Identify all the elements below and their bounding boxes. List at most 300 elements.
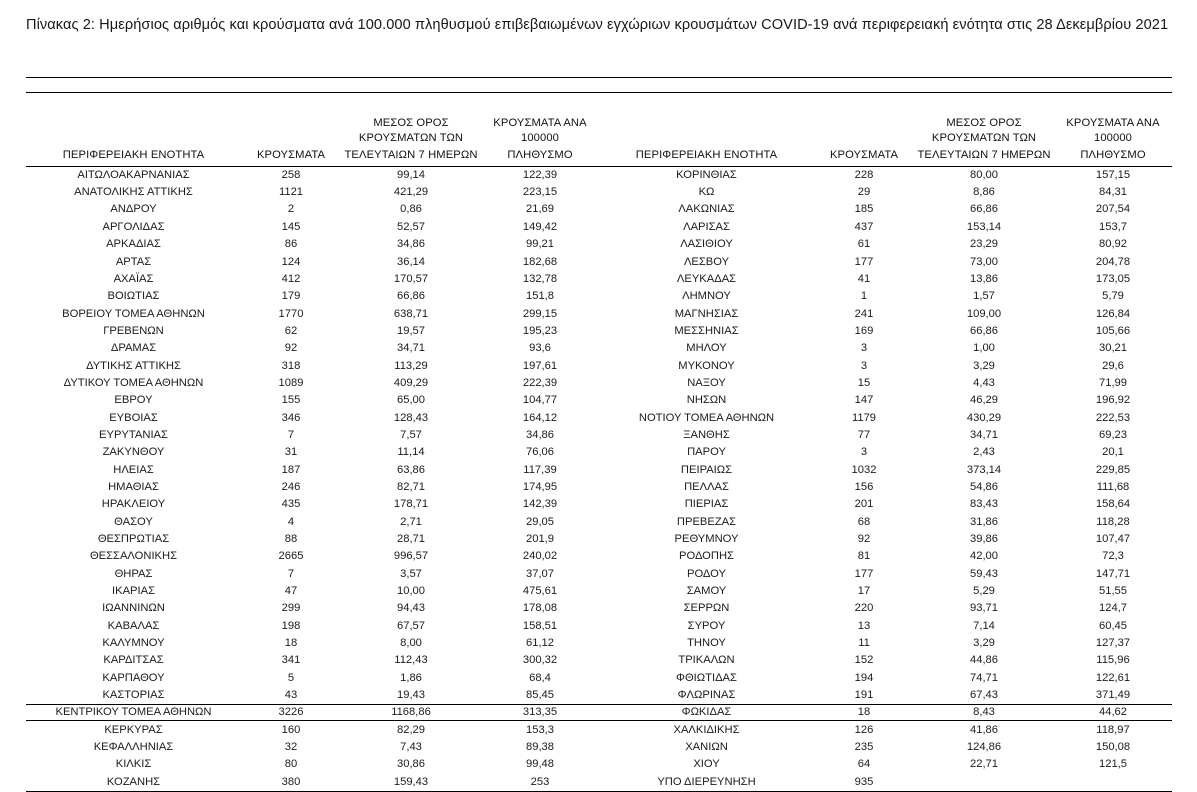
cell-per100k [1054,774,1172,792]
table-row [26,288,599,305]
cell-per100k: 178,08 [522,602,558,615]
cell-per100k: 153,7 [1099,220,1127,233]
table-row [599,687,1172,704]
header-cases-right: ΚΡΟΥΣΜΑΤΑ [814,148,914,166]
cell-avg7: 67,57 [397,619,425,632]
cell-region: ΜΥΚΟΝΟΥ [678,359,735,372]
cell-avg7: 23,29 [970,238,998,251]
header-per100k-line2: ΠΛΗΘΥΣΜΟ [481,148,599,166]
cell-region: ΠΕΛΛΑΣ [684,480,729,493]
cell-region: ΚΩ [698,186,715,199]
cell-region: ΚΑΒΑΛΑΣ [107,619,160,632]
cell-avg7: 2,43 [973,446,995,459]
cell-cases: 18 [857,706,871,719]
header-row-lower-right [599,148,1172,166]
header-avg7-line1-right: ΜΕΣΟΣ ΟΡΟΣ [946,117,1022,130]
cell-avg7: 73,00 [970,255,998,268]
cell-avg7: 638,71 [393,307,429,320]
cell-per100k: 21,69 [526,203,554,216]
cell-avg7: 0,86 [400,203,422,216]
header-avg7-line3-right: ΤΕΛΕΥΤΑΙΩΝ 7 ΗΜΕΡΩΝ [914,148,1054,166]
header-per100k-line1: ΚΡΟΥΣΜΑΤΑ ΑΝΑ 100000 [493,117,587,145]
cell-per100k: 99,21 [526,238,554,251]
table-row [26,756,599,773]
cell-avg7: 996,57 [393,550,429,563]
table-row [599,496,1172,513]
table-row [26,166,599,184]
cell-per100k: 5,79 [1102,290,1124,303]
cell-avg7: 128,43 [393,411,429,424]
cell-per100k: 69,23 [1099,428,1127,441]
cell-region: ΦΛΩΡΙΝΑΣ [677,689,736,702]
table-row [26,358,599,375]
cell-region: ΑΡΓΟΛΙΔΑΣ [102,220,165,233]
cell-region: ΗΜΑΘΙΑΣ [108,480,159,493]
table-row [599,236,1172,253]
cell-cases: 5 [287,671,295,684]
cell-per100k: 30,21 [1099,342,1127,355]
table-row [26,739,599,756]
header-row-upper [26,100,599,148]
cell-avg7: 178,71 [393,498,429,511]
cell-cases: 235 [854,741,874,754]
cell-per100k: 149,42 [522,220,558,233]
cell-avg7: 83,43 [970,498,998,511]
cell-per100k: 118,28 [1096,515,1130,528]
cell-per100k: 60,45 [1099,619,1127,632]
table-row [26,600,599,617]
cell-cases: 64 [857,758,871,771]
cell-region: ΔΥΤΙΚΟΥ ΤΟΜΕΑ ΑΘΗΝΩΝ [63,376,204,389]
table-row [599,514,1172,531]
cell-cases: 47 [284,585,298,598]
cell-cases: 2665 [278,550,304,563]
header-row-upper-right [599,100,1172,148]
cell-avg7: 373,14 [966,463,1002,476]
cell-per100k: 151,8 [526,290,554,303]
header-avg7-line1: ΜΕΣΟΣ ΟΡΟΣ [373,117,449,130]
cell-cases: 187 [281,463,301,476]
header-spacer-cases [241,100,341,148]
cell-avg7: 3,29 [973,359,995,372]
table-body-left [26,166,599,791]
table-row [599,670,1172,687]
cell-region: ΚΑΛΥΜΝΟΥ [102,637,165,650]
cell-cases: 92 [284,342,298,355]
cell-region: ΑΡΤΑΣ [115,255,152,268]
table-row [599,600,1172,617]
cell-avg7: 28,71 [397,533,425,545]
cell-per100k: 111,68 [1096,480,1130,493]
cell-avg7: 113,29 [394,359,428,372]
cell-cases: 1 [860,290,868,303]
table-row [599,479,1172,496]
table-left-half [26,100,599,792]
cell-per100k: 147,71 [1095,567,1131,580]
cell-region: ΕΥΒΟΙΑΣ [109,411,158,424]
cell-region: ΔΡΑΜΑΣ [110,342,157,355]
table-row [599,340,1172,357]
table-row [599,531,1172,548]
table-row [599,306,1172,323]
cell-avg7: 1,57 [973,290,995,303]
cell-avg7: 124,86 [966,741,1002,754]
cell-avg7: 8,86 [973,186,995,199]
table-row [599,392,1172,409]
header-spacer-cases-right [814,100,914,148]
cell-region: ΒΟΙΩΤΙΑΣ [107,290,160,303]
cell-cases: 88 [284,533,298,545]
cell-cases: 3 [860,342,868,355]
cell-avg7: 34,86 [397,238,425,251]
cell-avg7: 19,43 [397,689,425,702]
rule-bottom-outer [26,720,1172,721]
cell-per100k: 122,61 [1095,671,1131,684]
cell-region: ΣΑΜΟΥ [686,585,727,598]
table-row [26,254,599,271]
table-row [599,271,1172,288]
cell-region: ΠΡΕΒΕΖΑΣ [676,515,737,528]
cell-avg7: 44,86 [970,654,998,667]
cell-cases: 17 [857,585,871,598]
table-row [599,410,1172,427]
table-row [26,479,599,496]
cell-per100k: 253 [481,774,599,792]
table-caption: Πίνακας 2: Ημερήσιος αριθμός και κρούσματα ανά 100.000 πληθυσμού επιβεβαιωμένων εγχώριων κρουσμάτων COVID-19 ανά περιφερειακή ενότητα στις 28 Δεκεμβρίου 2021 [26,17,1169,33]
cell-avg7: 7,14 [973,619,995,632]
cell-avg7: 8,00 [400,637,422,650]
table-row [26,219,599,236]
data-table-left [26,100,599,792]
cell-per100k: 182,68 [522,255,558,268]
cell-per100k: 84,31 [1099,186,1127,199]
table-row [599,358,1172,375]
table-row [26,566,599,583]
header-per100k-upper [481,100,599,148]
cell-per100k: 371,49 [1095,689,1131,702]
cell-per100k: 196,92 [1095,394,1131,407]
cell-per100k: 29,05 [526,515,554,528]
cell-per100k: 240,02 [522,550,558,563]
cell-per100k: 300,32 [522,654,558,667]
cell-per100k: 207,54 [1095,203,1131,216]
cell-avg7: 31,86 [970,515,998,528]
cell-region: ΑΙΤΩΛΟΑΚΑΡΝΑΝΙΑΣ [77,168,190,181]
cell-per100k: 158,51 [522,619,558,632]
cell-cases: 3226 [278,706,304,719]
cell-avg7 [914,774,1054,792]
cell-per100k: 34,86 [526,428,554,441]
cell-cases: 1089 [278,376,304,389]
cell-avg7: 1,00 [973,342,995,355]
cell-cases: 1179 [851,411,877,424]
cell-region: ΚΕΦΑΛΛΗΝΙΑΣ [93,741,174,754]
cell-region: ΚΟΖΑΝΗΣ [26,774,241,792]
table-row [26,184,599,201]
table-row [599,254,1172,271]
table-row [599,739,1172,756]
cell-region: ΖΑΚΥΝΘΟΥ [102,446,165,459]
cell-per100k: 197,61 [522,359,558,372]
cell-per100k: 85,45 [526,689,554,702]
cell-region: ΛΕΣΒΟΥ [683,255,730,268]
cell-cases: 80 [284,758,298,771]
cell-per100k: 204,78 [1095,255,1131,268]
cell-avg7: 59,43 [970,567,998,580]
table-row [26,722,599,739]
cell-cases: 147 [854,394,874,407]
rule-top-inner [26,92,1172,93]
cell-region: ΠΙΕΡΙΑΣ [684,498,729,511]
header-avg7-upper-right [914,100,1054,148]
cell-region: ΚΟΡΙΝΘΙΑΣ [676,168,737,181]
cell-avg7: 82,71 [397,480,425,493]
cell-region: ΜΑΓΝΗΣΙΑΣ [674,307,739,320]
cell-cases: 318 [281,359,301,372]
cell-cases: 61 [857,238,871,251]
cell-region: ΑΧΑΪΑΣ [113,272,154,285]
cell-avg7: 170,57 [393,272,429,285]
cell-region: ΧΙΟΥ [693,758,720,771]
cell-cases: 346 [281,411,301,424]
cell-per100k: 105,66 [1095,324,1131,337]
cell-region: ΝΑΞΟΥ [687,376,726,389]
table-row [26,462,599,479]
cell-region: ΡΕΘΥΜΝΟΥ [674,533,739,545]
cell-cases: 1032 [851,463,877,476]
cell-cases: 32 [284,741,298,754]
cell-per100k: 174,95 [522,480,558,493]
table-row [599,548,1172,565]
cell-cases: 7 [287,567,295,580]
cell-per100k: 115,96 [1096,654,1130,667]
cell-avg7: 80,00 [970,168,998,181]
cell-region: ΜΕΣΣΗΝΙΑΣ [674,324,739,337]
cell-per100k: 195,23 [522,324,558,337]
cell-region: ΚΑΡΠΑΘΟΥ [102,671,165,684]
cell-cases: 228 [854,168,874,181]
cell-per100k: 157,15 [1095,168,1131,181]
table-row [26,531,599,548]
cell-per100k: 126,84 [1095,307,1131,320]
cell-per100k: 44,62 [1099,706,1127,719]
cell-region: ΔΥΤΙΚΗΣ ΑΤΤΙΚΗΣ [86,359,181,372]
cell-per100k: 229,85 [1095,463,1131,476]
header-per100k-line2-right: ΠΛΗΘΥΣΜΟ [1054,148,1172,166]
cell-per100k: 71,99 [1099,376,1127,389]
cell-avg7: 66,86 [397,290,425,303]
table-row [599,756,1172,773]
cell-avg7: 7,57 [400,428,422,441]
cell-region: ΝΗΣΩΝ [686,394,727,407]
cell-cases: 15 [857,376,871,389]
cell-cases: 3 [860,359,868,372]
table-row [599,774,1172,792]
cell-per100k: 475,61 [522,585,558,598]
header-row-lower [26,148,599,166]
table-row [599,166,1172,184]
data-table-right [599,100,1172,792]
table-row [26,670,599,687]
cell-avg7: 8,43 [973,706,995,719]
cell-cases: 29 [857,186,871,199]
cell-region: ΙΩΑΝΝΙΝΩΝ [102,602,165,615]
table-row [599,288,1172,305]
cell-region: ΘΕΣΠΡΩΤΙΑΣ [97,533,170,545]
cell-region: ΠΕΙΡΑΙΩΣ [680,463,733,476]
cell-avg7: 63,86 [397,463,425,476]
cell-per100k: 122,39 [522,168,558,181]
cell-region: ΤΡΙΚΑΛΩΝ [678,654,735,667]
cell-avg7: 34,71 [397,342,425,355]
cell-cases: 437 [854,220,874,233]
cell-per100k: 127,37 [1095,637,1131,650]
table-row [599,618,1172,635]
header-region-right: ΠΕΡΙΦΕΡΕΙΑΚΗ ΕΝΟΤΗΤΑ [599,148,814,166]
cell-avg7: 39,86 [970,533,998,545]
table-row [599,201,1172,218]
cell-avg7: 94,43 [397,602,425,615]
cell-region: ΝΟΤΙΟΥ ΤΟΜΕΑ ΑΘΗΝΩΝ [638,411,775,424]
cell-cases: 241 [854,307,874,320]
cell-per100k: 299,15 [522,307,558,320]
cell-per100k: 51,55 [1099,585,1127,598]
cell-region: ΘΕΣΣΑΛΟΝΙΚΗΣ [89,550,178,563]
rule-bottom-inner [26,704,1172,705]
cell-cases: 77 [857,428,871,441]
cell-cases: 160 [281,723,301,736]
cell-cases: 43 [284,689,298,702]
cell-cases: 11 [858,637,870,650]
cell-region: ΑΝΑΤΟΛΙΚΗΣ ΑΤΤΙΚΗΣ [74,186,193,199]
cell-avg7: 421,29 [393,186,429,199]
cell-region: ΙΚΑΡΙΑΣ [112,585,155,598]
header-avg7-line3: ΤΕΛΕΥΤΑΙΩΝ 7 ΗΜΕΡΩΝ [341,148,481,166]
cell-cases: 258 [281,168,301,181]
cell-avg7: 74,71 [970,671,998,684]
cell-avg7: 109,00 [966,307,1002,320]
cell-avg7: 22,71 [970,758,998,771]
header-region: ΠΕΡΙΦΕΡΕΙΑΚΗ ΕΝΟΤΗΤΑ [26,148,241,166]
cell-avg7: 67,43 [970,689,998,702]
cell-cases: 145 [281,220,301,233]
cell-avg7: 52,57 [397,220,425,233]
cell-per100k: 118,97 [1096,723,1130,736]
table-row [599,219,1172,236]
cell-region: ΗΡΑΚΛΕΙΟΥ [101,498,166,511]
cell-avg7: 13,86 [970,272,998,285]
table-row [26,375,599,392]
header-avg7-line2-right: ΚΡΟΥΣΜΑΤΩΝ ΤΩΝ [931,132,1037,145]
cell-avg7: 46,29 [970,394,998,407]
cell-region: ΚΕΡΚΥΡΑΣ [104,723,163,736]
cell-cases: 86 [284,238,298,251]
cell-avg7: 1168,86 [391,706,431,719]
cell-cases: 3 [860,446,868,459]
table-row [26,340,599,357]
cell-region: ΡΟΔΟΠΗΣ [679,550,734,563]
cell-per100k: 158,64 [1095,498,1131,511]
cell-cases: 92 [857,533,871,545]
cell-avg7: 153,14 [966,220,1002,233]
cell-avg7: 409,29 [393,376,429,389]
table-row [26,618,599,635]
cell-per100k: 104,77 [522,394,558,407]
cell-cases: 198 [281,619,301,632]
header-avg7-line2: ΚΡΟΥΣΜΑΤΩΝ ΤΩΝ [358,132,464,145]
table-row [26,496,599,513]
table-row [26,514,599,531]
cell-cases: 13 [857,619,871,632]
cell-region: ΑΡΚΑΔΙΑΣ [106,238,161,251]
cell-avg7: 41,86 [970,723,998,736]
cell-avg7: 42,00 [970,550,998,563]
cell-per100k: 313,35 [522,706,558,719]
cell-region: ΡΟΔΟΥ [687,567,726,580]
cell-cases: 185 [854,203,874,216]
cell-cases: 1121 [278,186,304,199]
cell-per100k: 99,48 [526,758,554,771]
table-body-right [599,166,1172,791]
cell-per100k: 124,7 [1099,602,1127,615]
cell-region: ΚΕΝΤΡΙΚΟΥ ΤΟΜΕΑ ΑΘΗΝΩΝ [55,706,212,719]
cell-cases: 169 [854,324,874,337]
cell-region: ΦΩΚΙΔΑΣ [681,706,732,719]
cell-region: ΣΥΡΟΥ [687,619,726,632]
cell-cases: 341 [281,654,301,667]
cell-region: ΦΘΙΩΤΙΔΑΣ [676,671,737,684]
cell-avg7: 36,14 [397,255,425,268]
header-spacer-region [26,100,241,148]
table-row [599,323,1172,340]
rule-top-outer [26,77,1172,78]
header-spacer-region-right [599,100,814,148]
cell-avg7: 159,43 [341,774,481,792]
cell-cases: 194 [854,671,874,684]
table-row [599,652,1172,669]
cell-avg7: 10,00 [397,585,425,598]
cell-per100k: 93,6 [529,342,551,355]
cell-per100k: 76,06 [526,446,554,459]
cell-cases: 435 [281,498,301,511]
table-row [26,548,599,565]
cell-cases: 2 [287,203,295,216]
table-row [26,236,599,253]
table-row [26,392,599,409]
cell-avg7: 54,86 [970,480,998,493]
cell-avg7: 7,43 [400,741,422,754]
cell-cases: 1770 [278,307,304,320]
cell-cases: 299 [281,602,301,615]
table-row [599,375,1172,392]
cell-avg7: 3,29 [973,637,995,650]
table-row [599,427,1172,444]
table-row [599,583,1172,600]
cell-region: ΛΑΚΩΝΙΑΣ [678,203,735,216]
cell-cases: 177 [854,567,874,580]
cell-region: ΚΑΡΔΙΤΣΑΣ [103,654,164,667]
cell-per100k: 68,4 [529,671,551,684]
cell-avg7: 66,86 [970,324,998,337]
cell-per100k: 173,05 [1095,272,1131,285]
cell-cases: 7 [287,428,295,441]
cell-region: ΚΑΣΤΟΡΙΑΣ [102,689,165,702]
cell-avg7: 93,71 [970,602,998,615]
table-row [26,583,599,600]
cell-region: ΛΕΥΚΑΔΑΣ [676,272,737,285]
table-row [599,444,1172,461]
cell-region: ΗΛΕΙΑΣ [113,463,154,476]
